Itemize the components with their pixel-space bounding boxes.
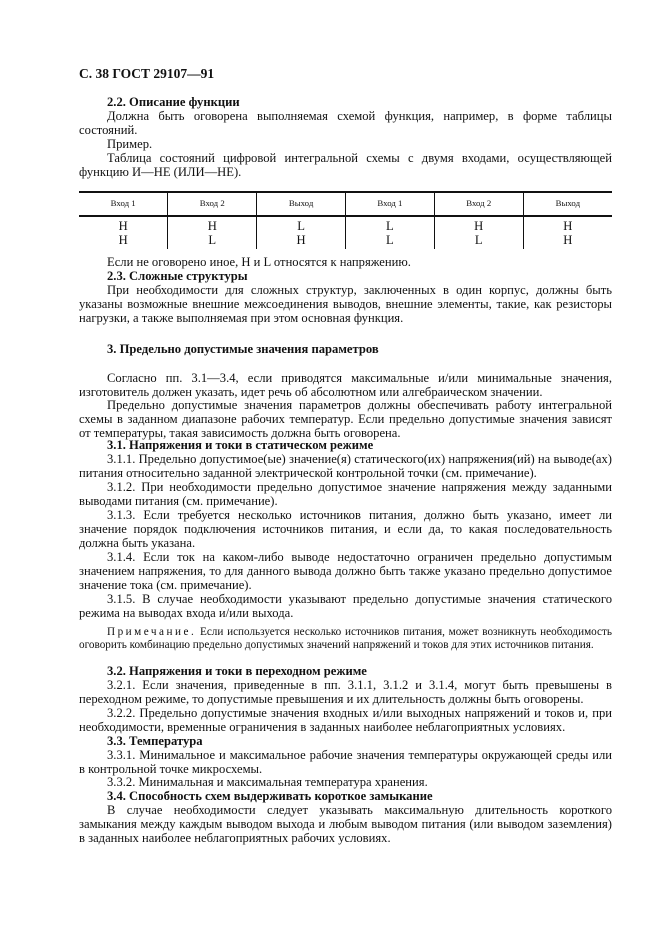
note-label: Примечание.	[107, 626, 197, 638]
section-2-2-title: 2.2. Описание функции	[107, 95, 240, 109]
section-3-2-title: 3.2. Напряжения и токи в переходном режиме	[107, 664, 367, 678]
section-3-3-title: 3.3. Температура	[107, 734, 203, 748]
paragraph: В случае необходимости следует указывать максимальную длительность короткого замыкания между каждым выводом выхода и любым выводом питания (или выводом заземления) в заданных наиболее неблагоприятных рабочих условиях.	[79, 803, 612, 845]
table-cell: H	[523, 216, 612, 234]
paragraph: Предельно допустимые значения параметров должны обеспечивать работу интегральной схемы в заданном диапазоне рабочих температур. Если предельно допустимые значения зависят от температуры, такая зависимость должна быть оговорена.	[79, 398, 612, 440]
column-header: Выход	[257, 192, 346, 216]
paragraph: 3.1.5. В случае необходимости указывают предельно допустимые значения статического режима на выводах входа и/или выхода.	[79, 592, 612, 620]
paragraph: 3.1.3. Если требуется несколько источников питания, должно быть указано, имеет ли значение порядок подключения источников питания, и если да, то какая последовательность должна быть указана.	[79, 508, 612, 550]
note	[79, 626, 612, 652]
section-3-4-title: 3.4. Способность схем выдерживать короткое замыкание	[107, 789, 433, 803]
paragraph: 3.2.2. Предельно допустимые значения входных и/или выходных напряжений и токов и, при необходимости, временные ограничения в заданных наиболее неблагоприятных условиях.	[79, 706, 612, 734]
paragraph: 3.1.4. Если ток на каком-либо выводе недостаточно ограничен предельно допустимым значением напряжения, то для данного вывода должно быть также указано предельно допустимое значение тока (см. примечание).	[79, 550, 612, 592]
section-3-1-title: 3.1. Напряжения и токи в статическом режиме	[107, 438, 374, 452]
column-header: Выход	[523, 192, 612, 216]
note-text: Если используется несколько источников питания, может возникнуть необходимость оговорить комбинацию предельно допустимых значений напряжений и токов для этих источников питания.	[79, 626, 612, 651]
page-header: С. 38 ГОСТ 29107—91	[79, 66, 215, 81]
table-cell: L	[345, 234, 434, 250]
table-cell: H	[434, 216, 523, 234]
paragraph: При необходимости для сложных структур, заключенных в один корпус, должны быть указаны возможные внешние межсоединения выводов, внешние элементы, такие, как резисторы нагрузки, а также выполняемая при этом основная функция.	[79, 283, 612, 325]
paragraph: Пример.	[107, 137, 153, 151]
table-row	[79, 234, 612, 250]
paragraph: 3.3.1. Минимальное и максимальное рабочие значения температуры окружающей среды или в контрольной точке микросхемы.	[79, 748, 612, 776]
paragraph: 3.2.1. Если значения, приведенные в пп. 3.1.1, 3.1.2 и 3.1.4, могут быть превышены в переходном режиме, то допустимые превышения и их длительность должны быть оговорены.	[79, 678, 612, 706]
column-header: Вход 1	[345, 192, 434, 216]
paragraph: 3.1.1. Предельно допустимое(ые) значение(я) статического(их) напряжения(ий) на выводе(ах) питания относительно заданной электрической контрольной точки (см. примечание).	[79, 452, 612, 480]
table-header-row	[79, 192, 612, 216]
table-cell: L	[434, 234, 523, 250]
column-header: Вход 2	[434, 192, 523, 216]
table-cell: H	[118, 232, 128, 247]
paragraph: Если не оговорено иное, H и L относятся к напряжению.	[107, 255, 411, 269]
column-header: Вход 2	[168, 192, 257, 216]
state-table	[79, 191, 612, 249]
paragraph: Таблица состояний цифровой интегральной схемы с двумя входами, осуществляющей функцию И—НЕ (ИЛИ—НЕ).	[79, 151, 612, 179]
paragraph: 3.3.2. Минимальная и максимальная температура хранения.	[107, 775, 428, 789]
table-cell: L	[345, 216, 434, 234]
table-cell: H	[257, 234, 346, 250]
table-cell: H	[523, 234, 612, 250]
section-2-3-title: 2.3. Сложные структуры	[107, 269, 248, 283]
column-header: Вход 1	[79, 192, 168, 216]
paragraph: Должна быть оговорена выполняемая схемой функция, например, в форме таблицы состояний.	[79, 109, 612, 137]
table-cell: L	[257, 216, 346, 234]
table-cell: H	[168, 216, 257, 234]
table-cell: L	[168, 234, 257, 250]
paragraph: Согласно пп. 3.1—3.4, если приводятся максимальные и/или минимальные значения, изготовитель должен указать, идет речь об абсолютном или алгебраическом значении.	[79, 371, 612, 399]
paragraph: 3.1.2. При необходимости предельно допустимое значение напряжения между заданными выводами питания (см. примечание).	[79, 480, 612, 508]
table-row	[79, 216, 612, 234]
table-cell: H	[118, 219, 128, 233]
section-3-title: 3. Предельно допустимые значения параметров	[107, 342, 379, 356]
